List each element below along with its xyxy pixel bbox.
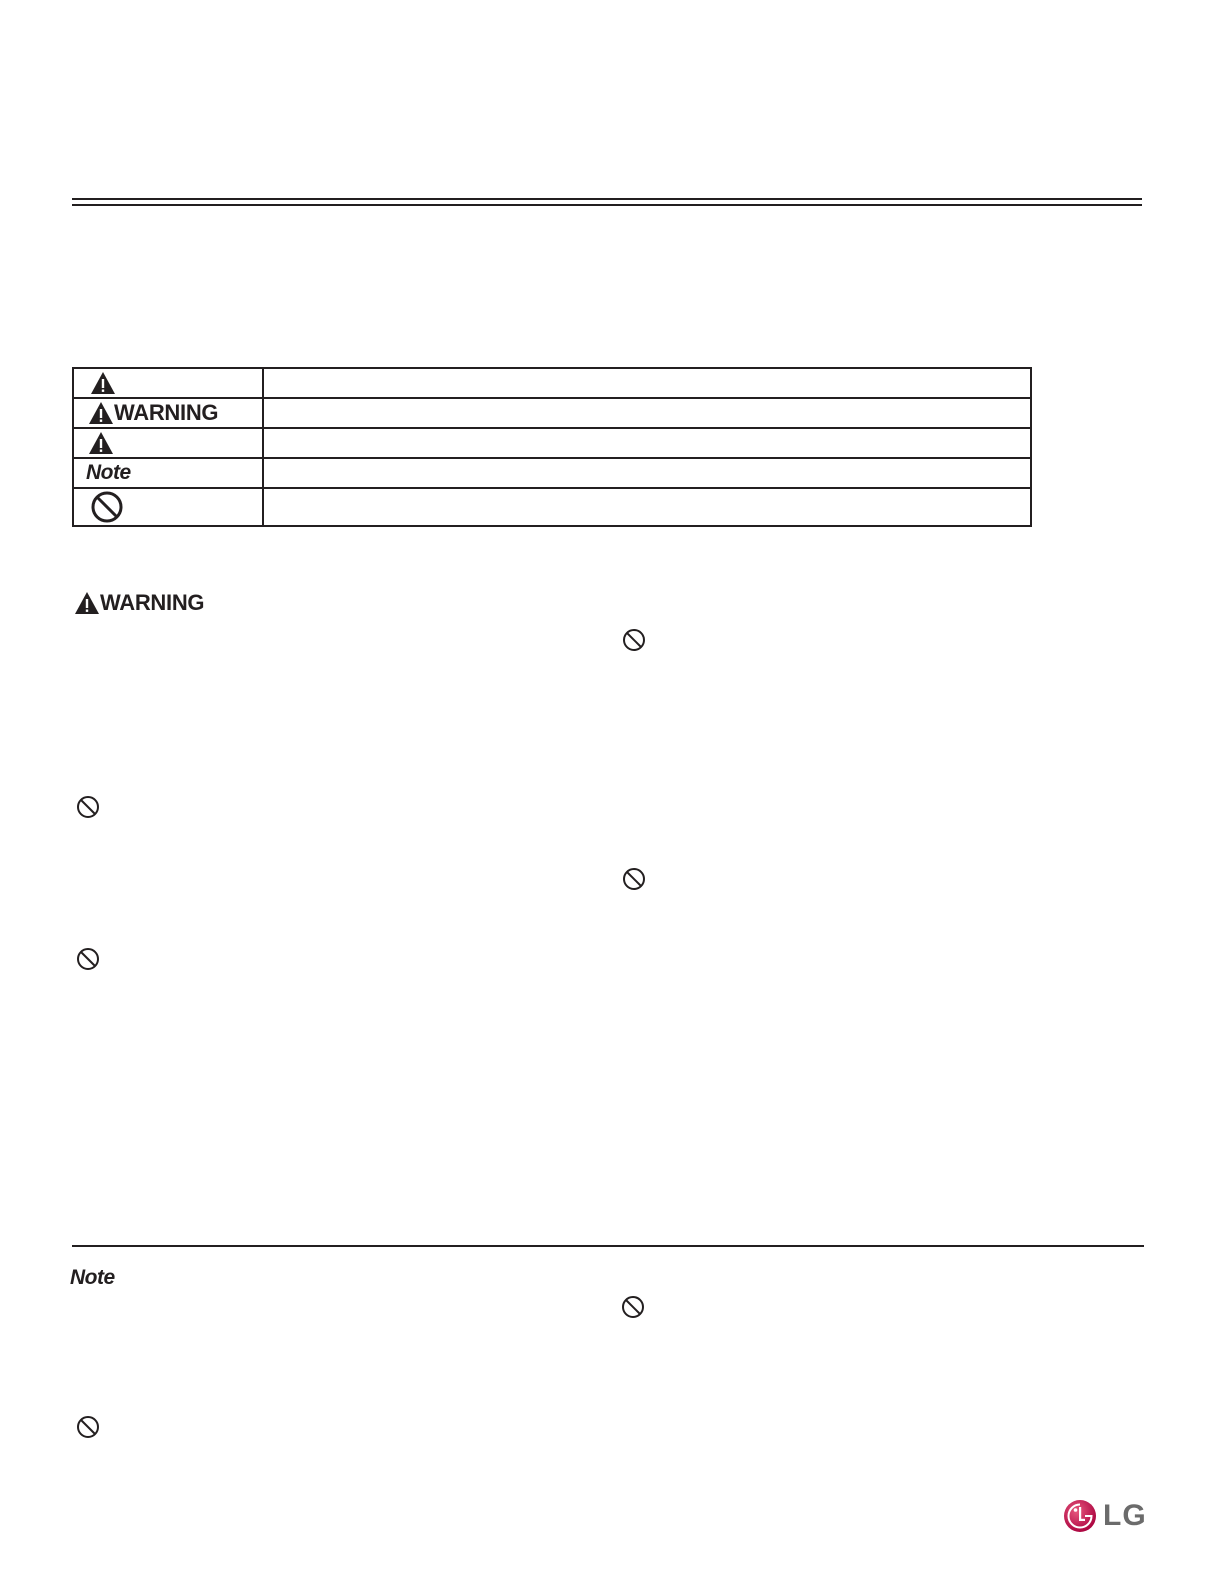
lg-logo-text: LG [1103, 1499, 1147, 1532]
legend-desc-prohibited [263, 488, 1031, 526]
warning-heading [74, 590, 204, 616]
lg-logo-mark-icon [1063, 1499, 1097, 1533]
warning-heading-label: WARNING [100, 590, 205, 615]
legend-row-caution [73, 428, 1031, 458]
prohibited-icon [621, 1295, 645, 1319]
legend-warning-label: WARNING [114, 400, 219, 425]
header-rule-bottom [72, 204, 1142, 206]
legend-desc-warning [263, 398, 1031, 428]
legend-row-prohibited [73, 488, 1031, 526]
danger-triangle-icon [90, 371, 116, 395]
note-heading: Note [70, 1266, 115, 1289]
legend-row-note [73, 458, 1031, 488]
warning-triangle-icon [88, 401, 114, 425]
legend-row-warning [73, 398, 1031, 428]
caution-triangle-icon [88, 431, 114, 455]
prohibited-icon [622, 628, 646, 652]
legend-desc-note [263, 458, 1031, 488]
legend-desc-caution [263, 428, 1031, 458]
prohibited-icon [76, 795, 100, 819]
prohibited-icon [76, 947, 100, 971]
warning-triangle-icon [74, 591, 100, 615]
legend-row-danger [73, 368, 1031, 398]
legend-desc-danger [263, 368, 1031, 398]
prohibited-icon [76, 1415, 100, 1439]
section-divider [72, 1245, 1144, 1247]
legend-note-label: Note [86, 461, 131, 484]
lg-logo [1063, 1499, 1147, 1533]
prohibited-icon [90, 490, 124, 524]
symbol-legend-table [72, 367, 1032, 527]
prohibited-icon [622, 867, 646, 891]
header-rule-top [72, 198, 1142, 200]
